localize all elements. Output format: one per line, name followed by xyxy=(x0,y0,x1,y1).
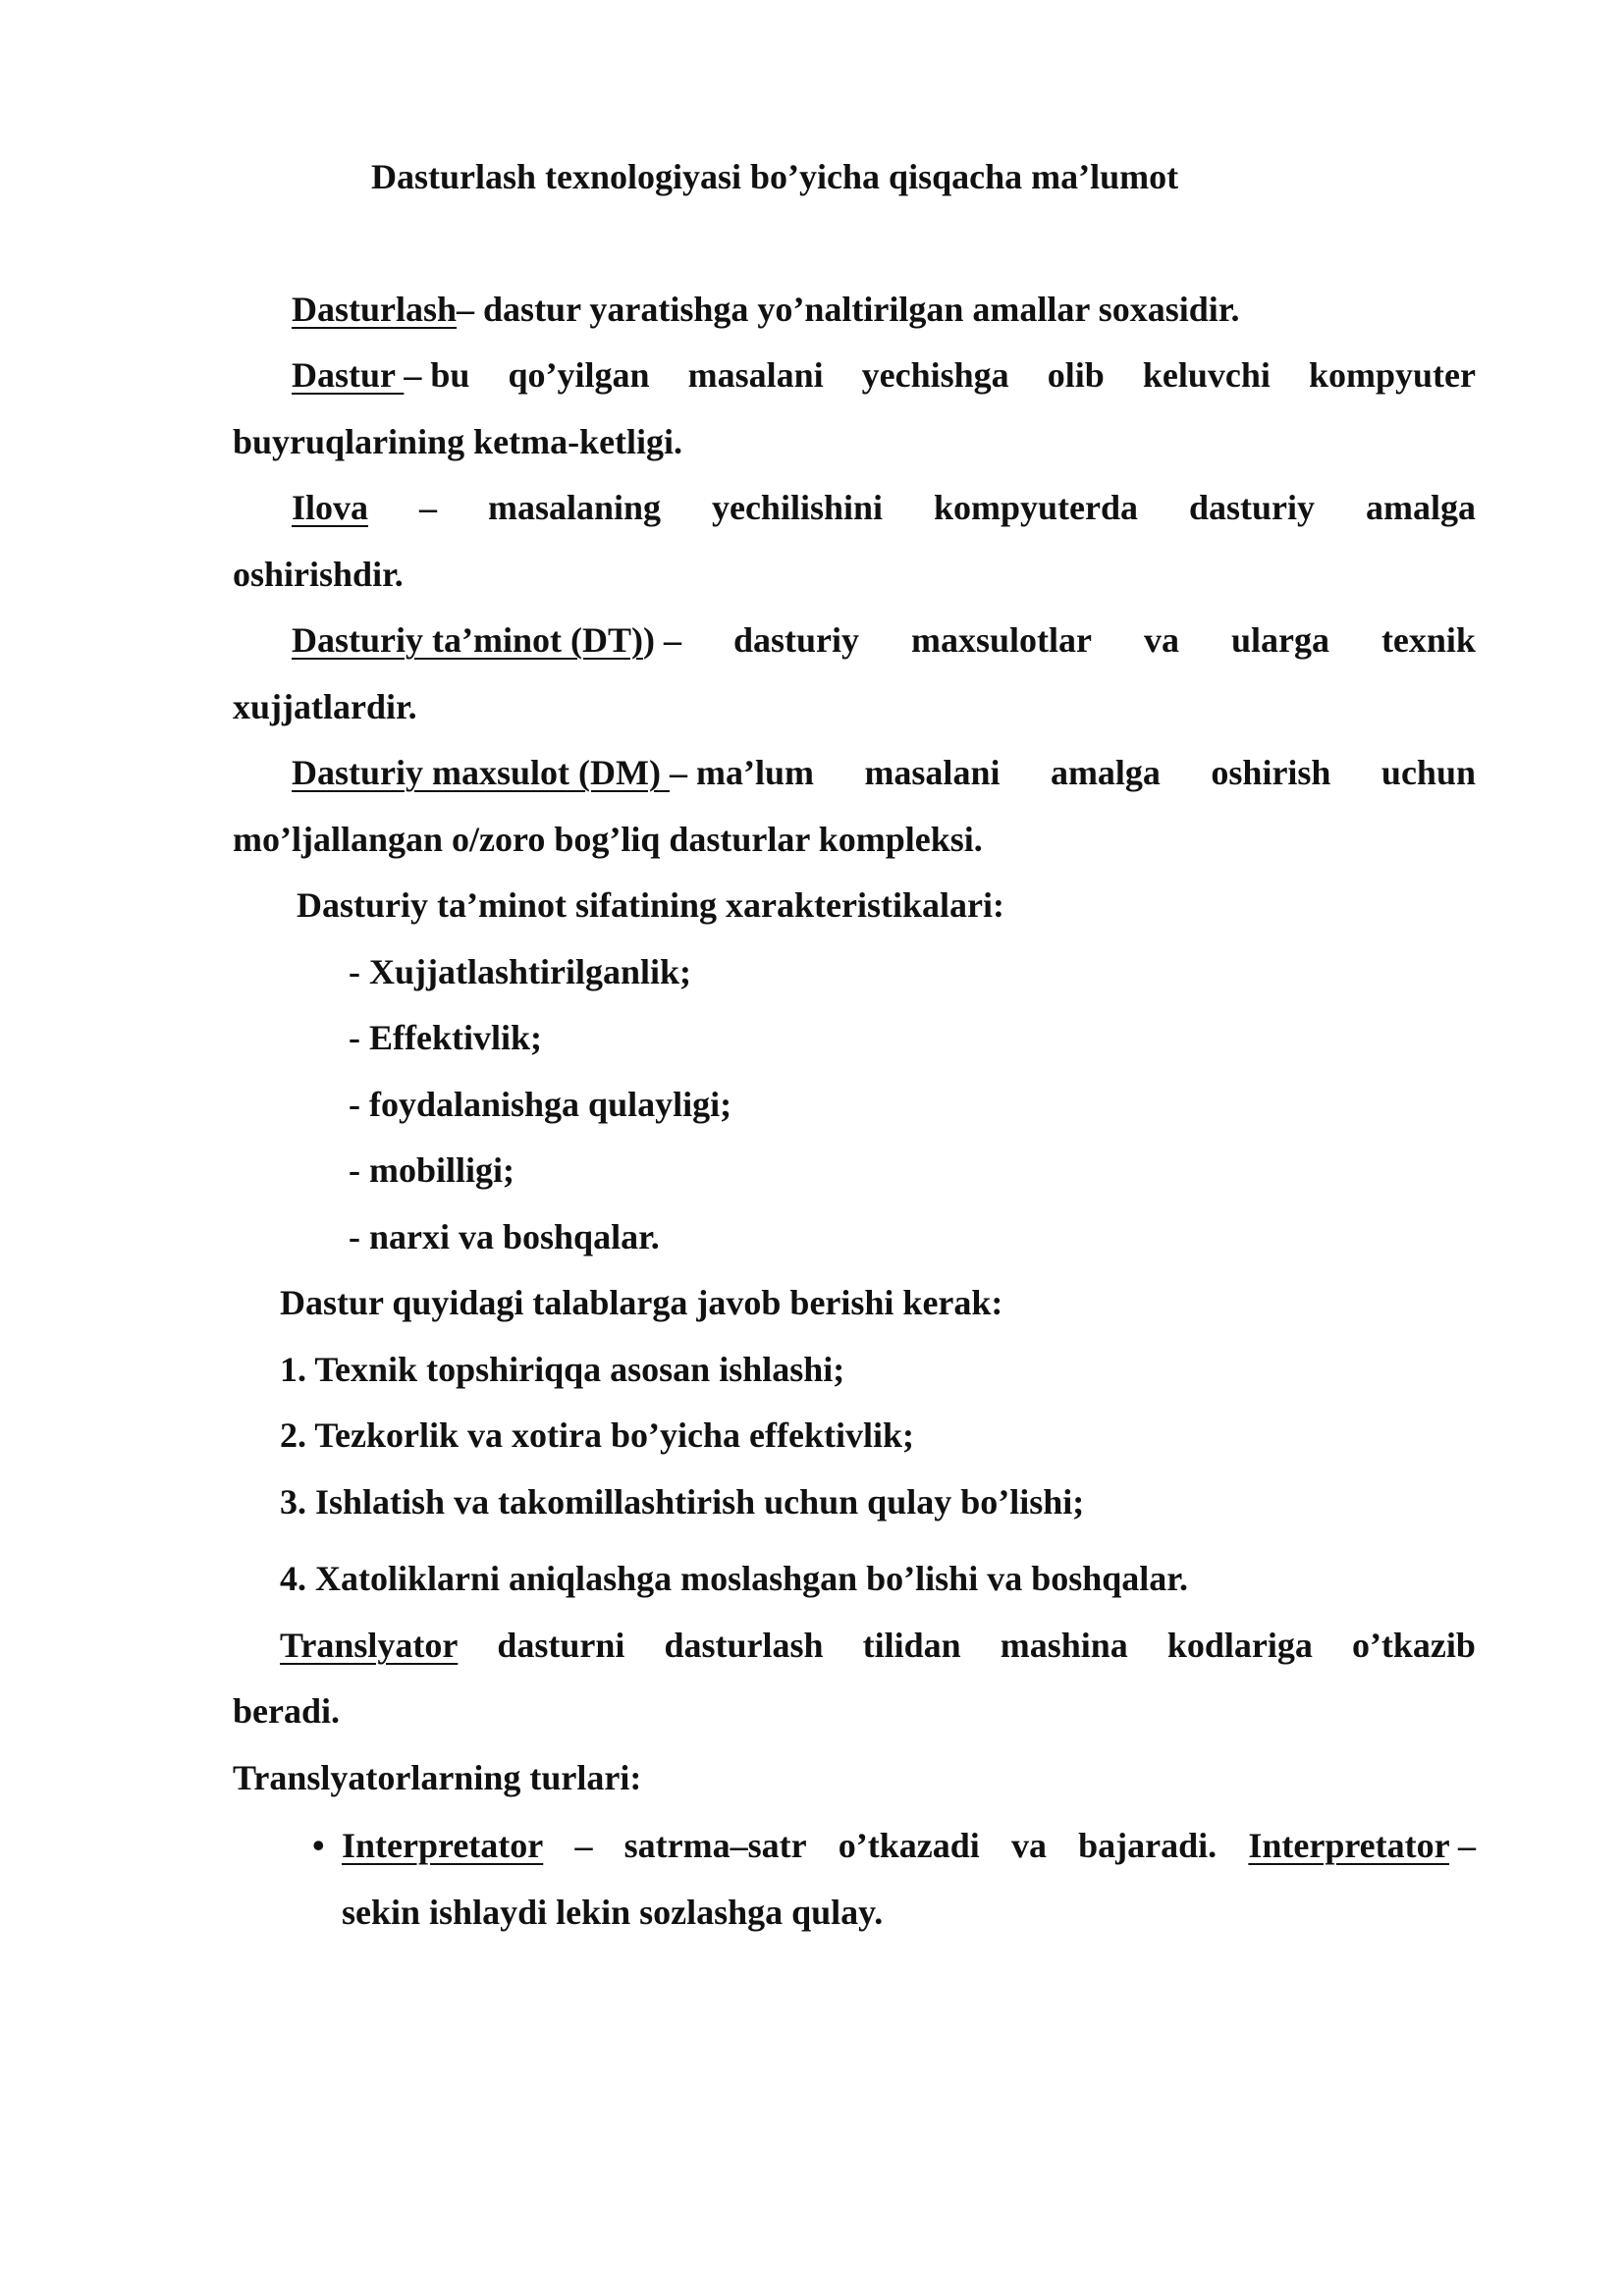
quality-item: - Xujjatlashtirilganlik; xyxy=(349,952,692,991)
quality-heading: Dasturiy ta’minot sifatining xarakteristikalari: xyxy=(297,885,1004,925)
word: – xyxy=(574,1826,593,1865)
word: amalga xyxy=(1050,753,1161,792)
word: olib xyxy=(1047,355,1105,395)
word: kompyuter xyxy=(1308,355,1476,395)
word: – xyxy=(418,488,437,527)
word: masalani xyxy=(864,753,1001,792)
definition-ilova-line2: oshirishdir. xyxy=(233,555,404,594)
requirement-item: 3. Ishlatish va takomillashtirish uchun qulay bo’lishi; xyxy=(280,1482,1085,1522)
definition-dastur-line1 xyxy=(292,355,1476,395)
definition-dt-line1 xyxy=(292,620,1476,660)
word: satrma–satr xyxy=(623,1826,807,1865)
word: masalaning xyxy=(487,488,661,527)
term-interpretator: Interpretator xyxy=(1248,1826,1449,1865)
definition-dastur-line2: buyruqlarining ketma-ketligi. xyxy=(233,422,683,461)
types-heading: Translyatorlarning turlari: xyxy=(233,1758,642,1797)
quality-item: - mobilligi; xyxy=(349,1150,514,1190)
word: kompyuterda xyxy=(933,488,1139,527)
definition-text: – dastur yaratishga yo’naltirilgan amallar soxasidir. xyxy=(457,290,1240,329)
term-interpretator: Interpretator xyxy=(342,1826,544,1865)
word: kodlariga xyxy=(1166,1626,1313,1665)
term-dm: Dasturiy maxsulot (DM) xyxy=(292,753,670,792)
word: mashina xyxy=(1000,1626,1128,1665)
requirement-item: 1. Texnik topshiriqqa asosan ishlashi; xyxy=(280,1350,845,1389)
quality-item: - foydalanishga qulayligi; xyxy=(349,1085,732,1124)
bullet-icon: • xyxy=(312,1826,325,1865)
word: bajaradi. xyxy=(1078,1826,1218,1865)
word: yechilishini xyxy=(711,488,884,527)
interpretator-line2: sekin ishlaydi lekin sozlashga qulay. xyxy=(342,1893,884,1932)
term-dastur: Dastur xyxy=(292,355,405,395)
word: – xyxy=(1448,1826,1476,1865)
word: dasturni xyxy=(497,1626,625,1665)
translyator-line1 xyxy=(280,1626,1476,1665)
word: maxsulotlar xyxy=(910,620,1092,660)
translyator-line2: beradi. xyxy=(233,1691,341,1731)
word: uchun xyxy=(1380,753,1476,792)
definition-dt-line2: xujjatlardir. xyxy=(233,687,417,726)
word: ularga xyxy=(1230,620,1329,660)
word: dasturiy xyxy=(732,620,859,660)
word: keluvchi xyxy=(1142,355,1271,395)
word: va xyxy=(1143,620,1179,660)
term-dt: Dasturiy ta’minot (DT) xyxy=(292,620,643,660)
word: o’tkazadi xyxy=(838,1826,980,1865)
requirement-item: 4. Xatoliklarni aniqlashga moslashgan bo’lishi va boshqalar. xyxy=(280,1559,1188,1598)
word: masalani xyxy=(687,355,824,395)
requirement-item: 2. Tezkorlik va xotira bo’yicha effektivlik; xyxy=(280,1415,914,1455)
word: tilidan xyxy=(862,1626,961,1665)
quality-item: - narxi va boshqalar. xyxy=(349,1217,660,1256)
word: – bu xyxy=(404,355,470,395)
word: texnik xyxy=(1380,620,1476,660)
word: o’tkazib xyxy=(1351,1626,1476,1665)
word: dasturlash xyxy=(664,1626,824,1665)
definition-dm-line2: mo’ljallangan o/zoro bog’liq dasturlar kompleksi. xyxy=(233,820,983,859)
word: qo’yilgan xyxy=(508,355,650,395)
word: yechishga xyxy=(861,355,1009,395)
word: dasturiy xyxy=(1188,488,1316,527)
term-translyator: Translyator xyxy=(280,1626,459,1665)
requirements-heading: Dastur quyidagi talablarga javob berishi kerak: xyxy=(280,1283,1003,1322)
term-ilova: Ilova xyxy=(292,488,369,527)
interpretator-line1 xyxy=(342,1826,1476,1865)
definition-dasturlash xyxy=(292,290,1239,329)
word: amalga xyxy=(1365,488,1476,527)
quality-item: - Effektivlik; xyxy=(349,1018,542,1057)
definition-dm-line1 xyxy=(292,753,1476,792)
word: ) – xyxy=(642,620,681,660)
word: – ma’lum xyxy=(669,753,814,792)
word: va xyxy=(1010,1826,1047,1865)
document-title: Dasturlash texnologiyasi bo’yicha qisqacha ma’lumot xyxy=(371,157,1179,196)
definition-ilova-line1 xyxy=(292,488,1476,527)
term-dasturlash: Dasturlash xyxy=(292,290,458,329)
word: oshirish xyxy=(1211,753,1331,792)
